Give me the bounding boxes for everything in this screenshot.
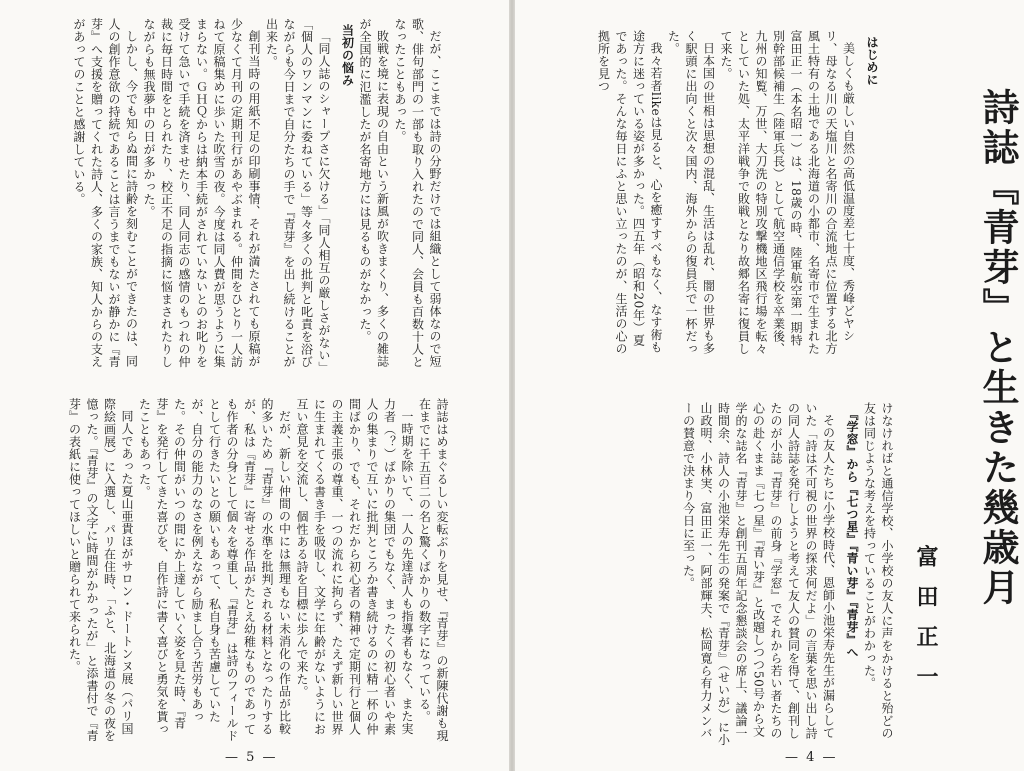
paragraph: 敗戦を境に表現の自由という新風が吹きまくり、多くの雑誌が全国的に氾濫したが名寄地方には見るものがなかった。 [358,18,390,368]
paragraph: 日本国の世相は思想の混乱、生活は乱れ、闇の世界も多く駅頭に出向くと次々国内、海外からの復員兵で一杯だった。 [666,30,716,355]
paragraph: だが、ここまでは詩の分野だけでは組織として弱体なので短歌、俳句部門の一部も取り入れたので同人、会員も百数十人となったこともあった。 [393,18,442,368]
paragraph: 美しくも厳しい自然の高低温度差七十度、秀峰どヤシリ、母なる川の天塩川と名寄川の合流地点に位置する北方風土特有の土地である北海道の小都市、名寄市で生まれた富田正一（本名昭一）は、18歳の時、陸軍航空第一期特別幹部候補生（陸軍兵長）として航空通信学校を卒業後、九州の知覧、万世、大刀洗の特別攻撃機地区飛行場を転々としていた処、太平洋戦争で敗戦となり故郷名寄に復員して来た。 [719,30,856,355]
paragraph: 同人であった夏山亜貴ほがサロン・ドートンヌ展（パリ国際絵画展）に入選し、パリ在住時、「ふと、北海道の冬の夜を憶った。『青芽』の文字に時間がかかったが」と添書付で『青芽』の表紙に使ってほしいと贈られて来られた。 [67,398,134,742]
paragraph: 詩誌はめまぐるしい変転ぶりを見せ、『青芽』の新陳代謝も現在までに千五百二の名と驚くばかりの数字になっている。 [417,398,449,742]
page-4 [515,0,1024,771]
left-page-top-block [18,18,443,368]
paragraph: 創刊当時の用紙不足の印刷事情、それが満たされても原稿が少なくて月刊の定期刊行があやぶまれる。仲間をひとり一人訪ねて原稿集めに歩いた吹雪の夜。今度は同人費が思うように集まらない。ＧＨＱからは納本手続がされていないとのお叱りを受けて急いで手続を済ませたり、同人同志の感情のもつれの仲裁に毎日時間をとられたり、校正不足の指摘に悩まされたりしながらも無我夢中の日が多かった。 [142,18,261,368]
paragraph: 一時期を除いて、一人の先達詩人も指導者もなく、また実力者（？）ばかりの集団でもなく、まったくの初心者いや素人の集まりで互いに批判ところか書き続けるのに精一杯の仲間ばかり、でも、それだから初心者の精神で定期刊行と個人の主義主張の尊重、一つの流れに拘らず、たえず新しい世界に生まれてくる書き手を吸収し、文学に年齢がないようにお互い意見を交流し、個性ある詩を目標に歩んで来た。 [295,398,414,736]
paragraph: その友人たちに小学校時代、恩師小池栄寿先生が漏らしていた「詩は不可視の世界の探求何だよ」の言葉を思い出し詩の同人詩誌を発行しようと考えて友人の賛同を得て、創刊したのが小誌『青芽』の前身『学窓』でそれから若い者たちの心の赴くまま『七つ星』『青い芽』と改題しつつ50号から文学的な誌名『青芽』と創刊五周年記念懇談会の席上、議論一時間余、詩人の小池栄寿先生の発案で『青芽』（せいが）に小山政明、小林実、富田正一、阿部輝夫、松岡寛ら有力メンバーの賛意で決まり今日に至った。 [681,402,836,746]
section-heading: 『学窓』から『七つ星』『青い芽』『青芽』へ [845,408,859,659]
paragraph: しかし、今でも知らぬ間に詩齢を刻むことができたのは、同人の創作意欲の持続であることは言うまでもないが静かに『青芽』へ支援を贈ってくれた詩人、多くの家族、知人からの支えがあってのことと感謝している。 [72,18,139,368]
right-page-bottom-block [575,402,895,747]
article-title: 詩誌『青芽』と生きた幾歳月 [976,88,1019,608]
paragraph: 我々若者likeは見ると、心を癒すすべもなく、なす術も途方に迷っている姿が多かった。四五年（昭和20年）夏であった。そんな毎日にふと思い立ったのが、生活の心の拠所を見つ [596,30,663,355]
paragraph: だが、新しい仲間の中には無理もない未消化の作品が比較的多いため『青芽』の水準を批判される材料となったりするが、私は『青芽』に寄せる作品がたとえ幼稚なものであっても作者の分身として個々を尊重し、『青芽』は詩のフィールドとして行きたいとの願いもあって、私自身も苦慮していたが、自分の能力のなさを例えながら励まし合う苦労もあった。その仲間がいつの間にか上達していく姿を見た時、『青芽』を発行してきた喜びを、自作詩に書く喜びと勇気を貰ったこともあった。 [137,398,292,742]
right-page-top-block [585,30,880,355]
left-page-bottom-block [10,398,450,743]
page-5 [0,0,509,771]
author-name: 富田正一 [913,545,938,705]
section-heading: はじめに [865,36,879,86]
page-number: — 4 — [785,750,838,765]
section-heading: 当初の悩み [340,24,355,87]
page-number: — 5 — [225,750,278,765]
paragraph: けなければと通信学校、小学校の友人に声をかけると殆どの友は同じような考えを持っていることがわかった。 [862,402,894,740]
paragraph: 「同人誌のシャープさに欠ける」「同人相互の厳しさがない」「個人のワンマンに委ねている」等々多くの批判と叱責を浴びながらも今日まで自分たちの手で『青芽』を出し続けることが出来た。 [264,18,331,368]
